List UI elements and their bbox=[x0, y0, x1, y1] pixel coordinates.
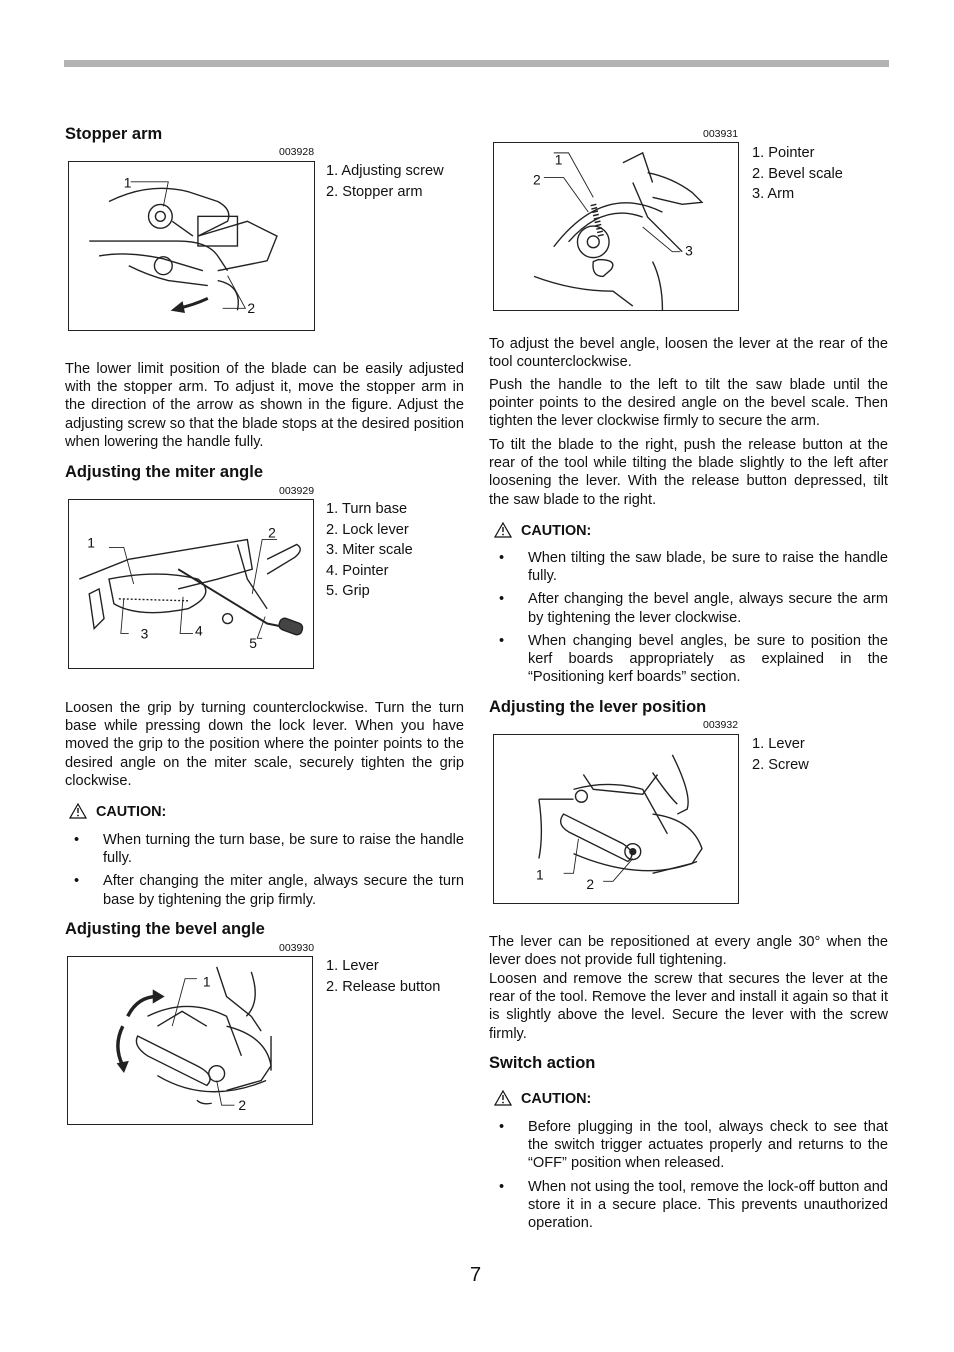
caution-header bbox=[69, 803, 166, 820]
legend-item: 1. Pointer bbox=[752, 145, 815, 161]
callout-2: 2 bbox=[238, 1097, 247, 1114]
section-heading-switch-action: Switch action bbox=[489, 1054, 596, 1072]
section-heading-bevel-angle: Adjusting the bevel angle bbox=[65, 920, 265, 938]
figure-code: 003930 bbox=[279, 942, 315, 954]
caution-list bbox=[490, 1118, 888, 1237]
paragraph: The lower limit position of the blade can be easily adjusted with the stopper arm. To adjust it, move the stopper arm in the direction of the arrow as shown in the figure. Adjust the adjusting screw so that the blade stops at the desired position when lowering the handle fully. bbox=[65, 361, 464, 450]
caution-label: CAUTION: bbox=[521, 1091, 592, 1107]
callout-2: 2 bbox=[268, 524, 276, 541]
callout-1: 1 bbox=[87, 534, 95, 551]
paragraph: The lever can be repositioned at every angle 30° when the lever does not provide full tightening. bbox=[489, 934, 888, 969]
callout-1: 1 bbox=[535, 866, 544, 883]
legend-item: 5. Grip bbox=[326, 583, 370, 599]
list-item: • When changing bevel angles, be sure to position the kerf boards appropriately as explained in the “Positioning kerf boards” section. bbox=[490, 632, 888, 687]
callout-3: 3 bbox=[685, 242, 693, 259]
legend-item: 1. Lever bbox=[752, 736, 805, 752]
section-heading-miter-angle: Adjusting the miter angle bbox=[65, 463, 264, 481]
figure-legend bbox=[326, 956, 440, 997]
figure-legend bbox=[752, 734, 809, 775]
legend-item: 1. Turn base bbox=[326, 501, 408, 517]
figure-stopper-arm bbox=[68, 161, 315, 331]
figure-miter-angle bbox=[68, 499, 314, 669]
caution-list bbox=[490, 549, 888, 691]
legend-item: 2. Screw bbox=[752, 756, 809, 773]
legend-item: 3. Arm bbox=[752, 186, 795, 202]
caution-label: CAUTION: bbox=[521, 523, 592, 539]
callout-1: 1 bbox=[554, 151, 563, 168]
header-rule bbox=[64, 60, 889, 67]
caution-header bbox=[494, 1090, 591, 1107]
caution-header bbox=[494, 522, 591, 539]
paragraph: To adjust the bevel angle, loosen the lever at the rear of the tool counterclockwise. bbox=[489, 336, 888, 371]
callout-2: 2 bbox=[247, 300, 256, 317]
legend-item: 1. Lever bbox=[326, 958, 379, 974]
list-item: • After changing the miter angle, always secure the turn base by tightening the grip firmly. bbox=[65, 872, 464, 908]
callout-2: 2 bbox=[532, 171, 541, 188]
warning-icon bbox=[494, 522, 512, 538]
paragraph: Push the handle to the left to tilt the saw blade until the pointer points to the desired angle on the bevel scale. Then tighten the lever clockwise firmly to secure the arm. bbox=[489, 377, 888, 430]
warning-icon bbox=[494, 1090, 512, 1106]
list-item: • After changing the bevel angle, always secure the arm by tightening the lever clockwise. bbox=[490, 590, 888, 626]
legend-item: 1. Adjusting screw bbox=[326, 163, 444, 179]
section-heading-lever-position: Adjusting the lever position bbox=[489, 698, 707, 716]
paragraph: To tilt the blade to the right, push the release button at the rear of the tool while tilting the blade slightly to the left after loosening the lever. With the release button depressed, tilt the saw blade to the right. bbox=[489, 437, 888, 508]
page-number: 7 bbox=[470, 1264, 482, 1286]
legend-item: 2. Stopper arm bbox=[326, 183, 423, 200]
callout-2: 2 bbox=[586, 876, 595, 893]
paragraph: Loosen and remove the screw that secures the lever at the rear of the tool. Remove the lever and install it again so that it is slightly above the level. Secure the lever with the screw firmly. bbox=[489, 971, 888, 1042]
callout-3: 3 bbox=[140, 625, 149, 642]
legend-item: 2. Lock lever bbox=[326, 521, 409, 538]
legend-item: 3. Miter scale bbox=[326, 542, 413, 558]
figure-code: 003929 bbox=[279, 485, 315, 497]
list-item: • When tilting the saw blade, be sure to raise the handle fully. bbox=[490, 549, 888, 585]
figure-code: 003932 bbox=[703, 719, 739, 731]
legend-item: 2. Release button bbox=[326, 978, 441, 995]
section-heading-stopper-arm: Stopper arm bbox=[65, 125, 163, 143]
list-item: • When not using the tool, remove the lock-off button and store it in a secure place. This prevents unauthorized operation. bbox=[490, 1178, 888, 1233]
list-item: • When turning the turn base, be sure to raise the handle fully. bbox=[65, 831, 464, 867]
legend-item: 4. Pointer bbox=[326, 562, 389, 579]
warning-icon bbox=[69, 803, 87, 819]
paragraph: Loosen the grip by turning counterclockwise. Turn the turn base while pressing down the lock lever. When you have moved the grip to the position where the pointer points to the desired angle on the miter scale, securely tighten the grip clockwise. bbox=[65, 700, 464, 789]
figure-legend bbox=[752, 143, 843, 205]
figure-code: 003928 bbox=[279, 146, 315, 158]
callout-1: 1 bbox=[202, 973, 211, 990]
list-item: • Before plugging in the tool, always check to see that the switch trigger actuates properly and returns to the “OFF” position when released. bbox=[490, 1118, 888, 1173]
caution-label: CAUTION: bbox=[96, 804, 167, 820]
figure-legend bbox=[326, 499, 413, 602]
legend-item: 2. Bevel scale bbox=[752, 165, 843, 182]
callout-5: 5 bbox=[249, 635, 258, 652]
figure-bevel-angle bbox=[67, 956, 313, 1125]
callout-1: 1 bbox=[123, 174, 132, 191]
figure-code: 003931 bbox=[703, 128, 739, 140]
figure-bevel-scale bbox=[493, 142, 739, 311]
figure-lever-position bbox=[493, 734, 739, 904]
caution-list bbox=[65, 831, 464, 914]
figure-legend bbox=[326, 161, 444, 202]
callout-4: 4 bbox=[194, 622, 203, 639]
